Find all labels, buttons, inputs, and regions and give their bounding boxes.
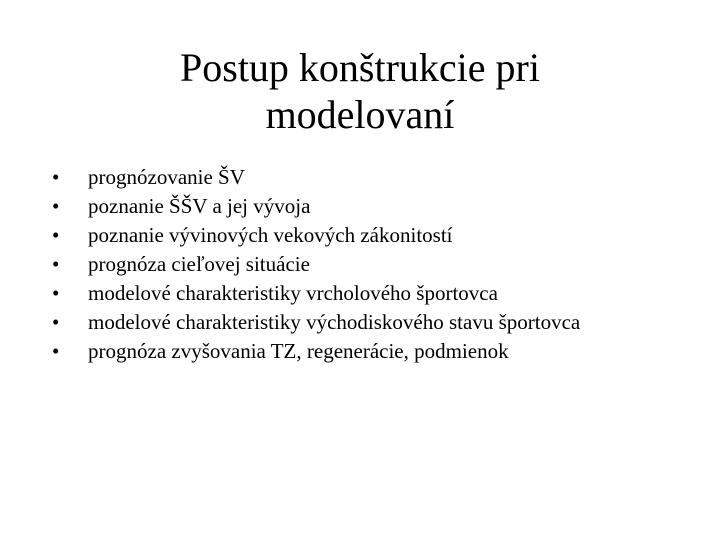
bullet-item-2 [52,192,692,221]
bullet-text: prognóza zvyšovania TZ, regenerácie, podmienok [88,339,509,363]
slide-title-line-2: modelovaní [265,92,455,137]
bullet-icon: • [52,281,60,305]
bullet-item-6 [52,308,692,337]
bullet-item-3 [52,221,692,250]
bullet-text: poznanie ŠŠV a jej vývoja [88,194,311,218]
bullet-text: poznanie vývinových vekových zákonitostí [88,223,453,247]
bullet-item-7 [52,337,692,366]
bullet-icon: • [52,194,60,218]
slide-title [60,44,660,138]
bullet-icon: • [52,252,60,276]
bullet-icon: • [52,165,60,189]
bullet-text: modelové charakteristiky východiskového stavu športovca [88,310,581,334]
bullet-item-1 [52,163,692,192]
bullet-text: prognózovanie ŠV [88,165,245,189]
bullet-text: modelové charakteristiky vrcholového športovca [88,281,498,305]
slide-title-line-1: Postup konštrukcie pri [180,45,540,90]
bullet-icon: • [52,310,60,334]
bullet-icon: • [52,223,60,247]
bullet-text: prognóza cieľovej situácie [88,252,310,276]
bullet-item-5 [52,279,692,308]
bullet-item-4 [52,250,692,279]
bullet-list [52,163,692,366]
bullet-icon: • [52,339,60,363]
